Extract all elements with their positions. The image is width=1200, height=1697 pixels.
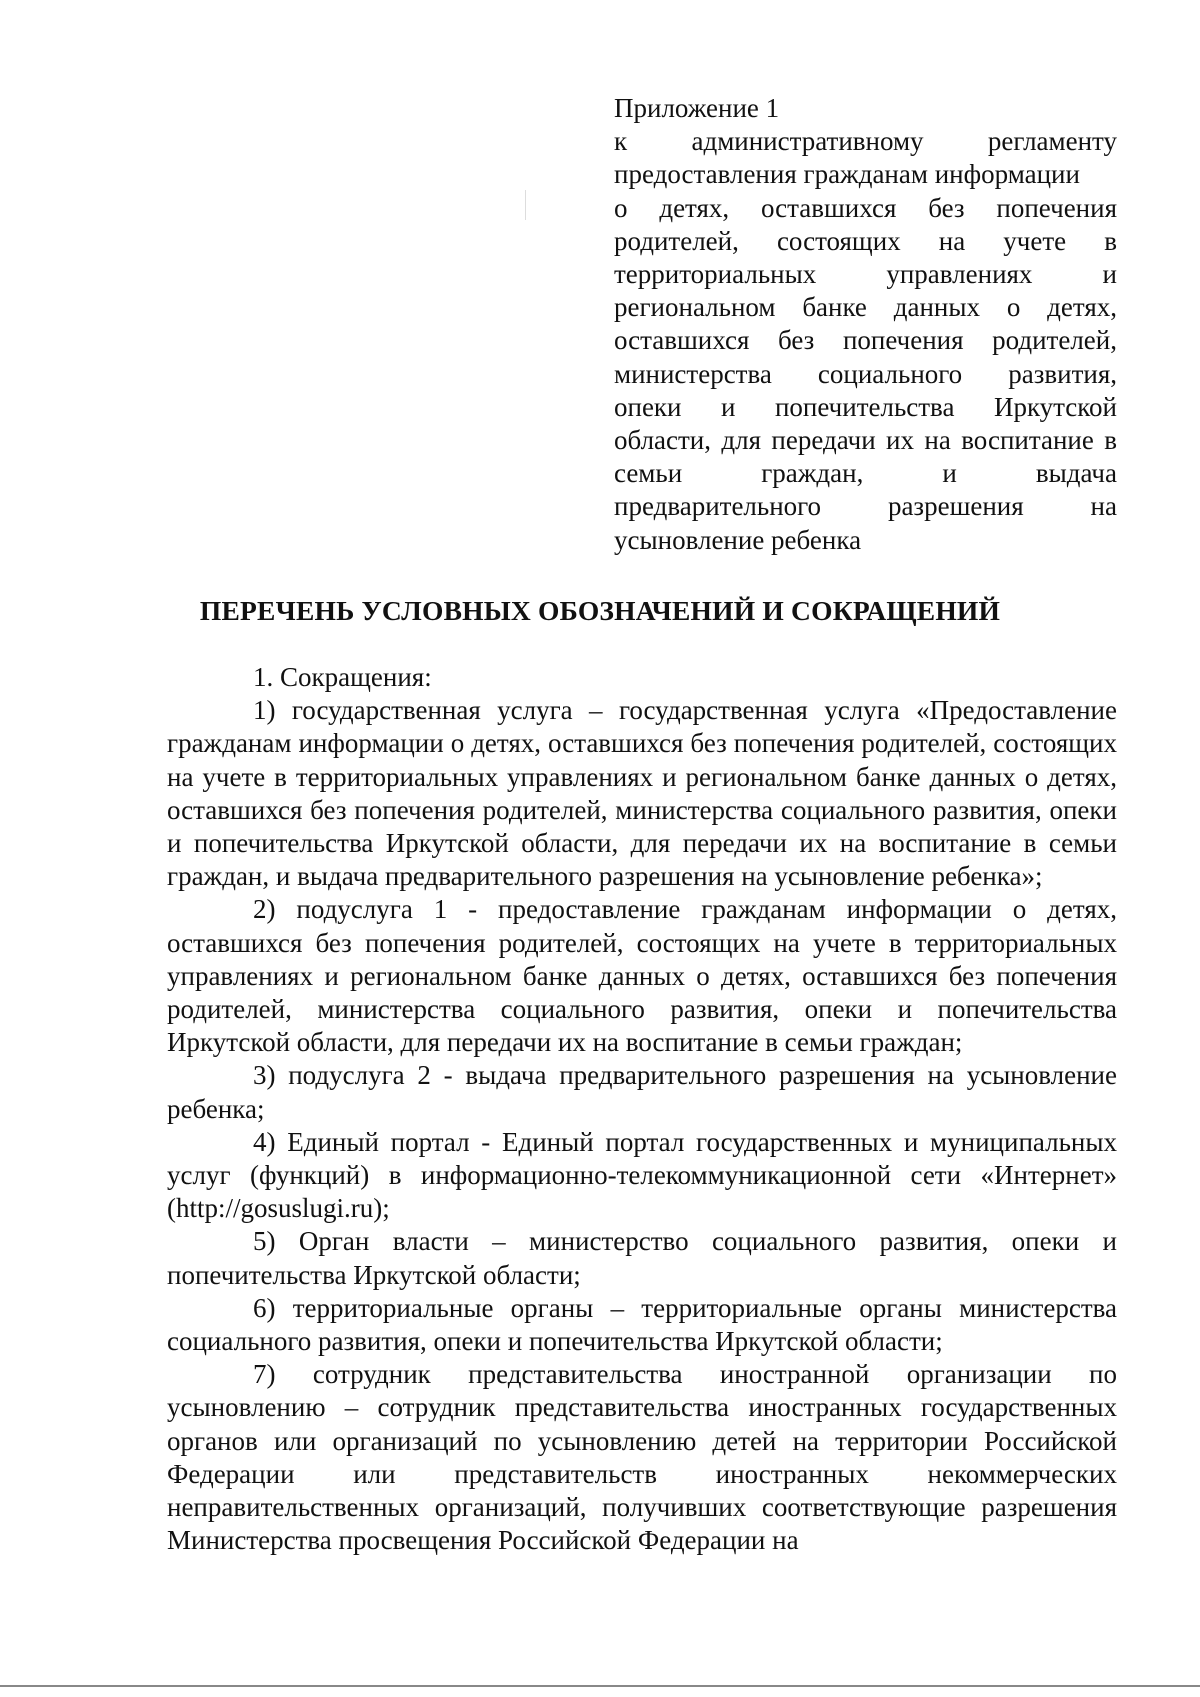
annex-line: предоставления гражданам информации [614, 159, 1080, 190]
scan-speck [525, 190, 526, 220]
scan-bottom-edge [0, 1685, 1200, 1687]
annex-header [614, 92, 1117, 557]
list-item: 2) подуслуга 1 - предоставление гражданам информации о детях, оставшихся без попечения родителей, состоящих на учете в территориальных управлениях и региональном банке данных о детях, оставшихся без попечения родителей, министерства социального развития, опеки и попечительства Иркутской области, для передачи их на воспитание в семьи граждан; [167, 894, 1117, 1058]
document-title: ПЕРЕЧЕНЬ УСЛОВНЫХ ОБОЗНАЧЕНИЙ И СОКРАЩЕНИЙ [199, 595, 1001, 626]
list-item: 7) сотрудник представительства иностранной организации по усыновлению – сотрудник представительства иностранных государственных органов или организаций по усыновлению детей на территории Российской Федерации или представительств иностранных некоммерческих неправительственных организаций, получивших соответствующие разрешения Министерства просвещения Российской Федерации на [167, 1359, 1117, 1556]
annex-line: региональном банке данных о детях, [614, 292, 1117, 323]
annex-line: семьи граждан, и выдача [614, 458, 1117, 489]
annex-line: оставшихся без попечения родителей, [614, 325, 1117, 356]
annex-line: министерства социального развития, [614, 358, 1117, 389]
annex-line: области, для передачи их на воспитание в [614, 425, 1117, 456]
list-item: 4) Единый портал - Единый портал государственных и муниципальных услуг (функций) в информационно-телекоммуникационной сети «Интернет» (http://gosuslugi.ru); [167, 1126, 1117, 1224]
annex-line: Приложение 1 [614, 93, 780, 123]
annex-line: к административному регламенту [614, 126, 1117, 157]
document-body [167, 661, 1117, 1557]
list-item: 1) государственная услуга – государственная услуга «Предоставление гражданам информации о детях, оставшихся без попечения родителей, состоящих на учете в территориальных управлениях и региональном банке данных о детях, оставшихся без попечения родителей, министерства социального развития, опеки и попечительства Иркутской области, для передачи их на воспитание в семьи граждан, и выдача предварительного разрешения на усыновление ребенка»; [167, 695, 1117, 892]
section-heading: 1. Сокращения: [253, 662, 432, 692]
list-item: 6) территориальные органы – территориальные органы министерства социального развития, опеки и попечительства Иркутской области; [167, 1292, 1117, 1357]
annex-line: о детях, оставшихся без попечения [614, 192, 1117, 223]
annex-line: опеки и попечительства Иркутской [614, 391, 1117, 422]
annex-line: предварительного разрешения на [614, 491, 1117, 522]
annex-line: усыновление ребенка [614, 524, 862, 555]
annex-line: родителей, состоящих на учете в [614, 225, 1117, 256]
list-item: 3) подуслуга 2 - выдача предварительного разрешения на усыновление ребенка; [167, 1060, 1117, 1124]
list-item: 5) Орган власти – министерство социального развития, опеки и попечительства Иркутской области; [167, 1226, 1117, 1290]
annex-line: территориальных управлениях и [614, 259, 1117, 290]
